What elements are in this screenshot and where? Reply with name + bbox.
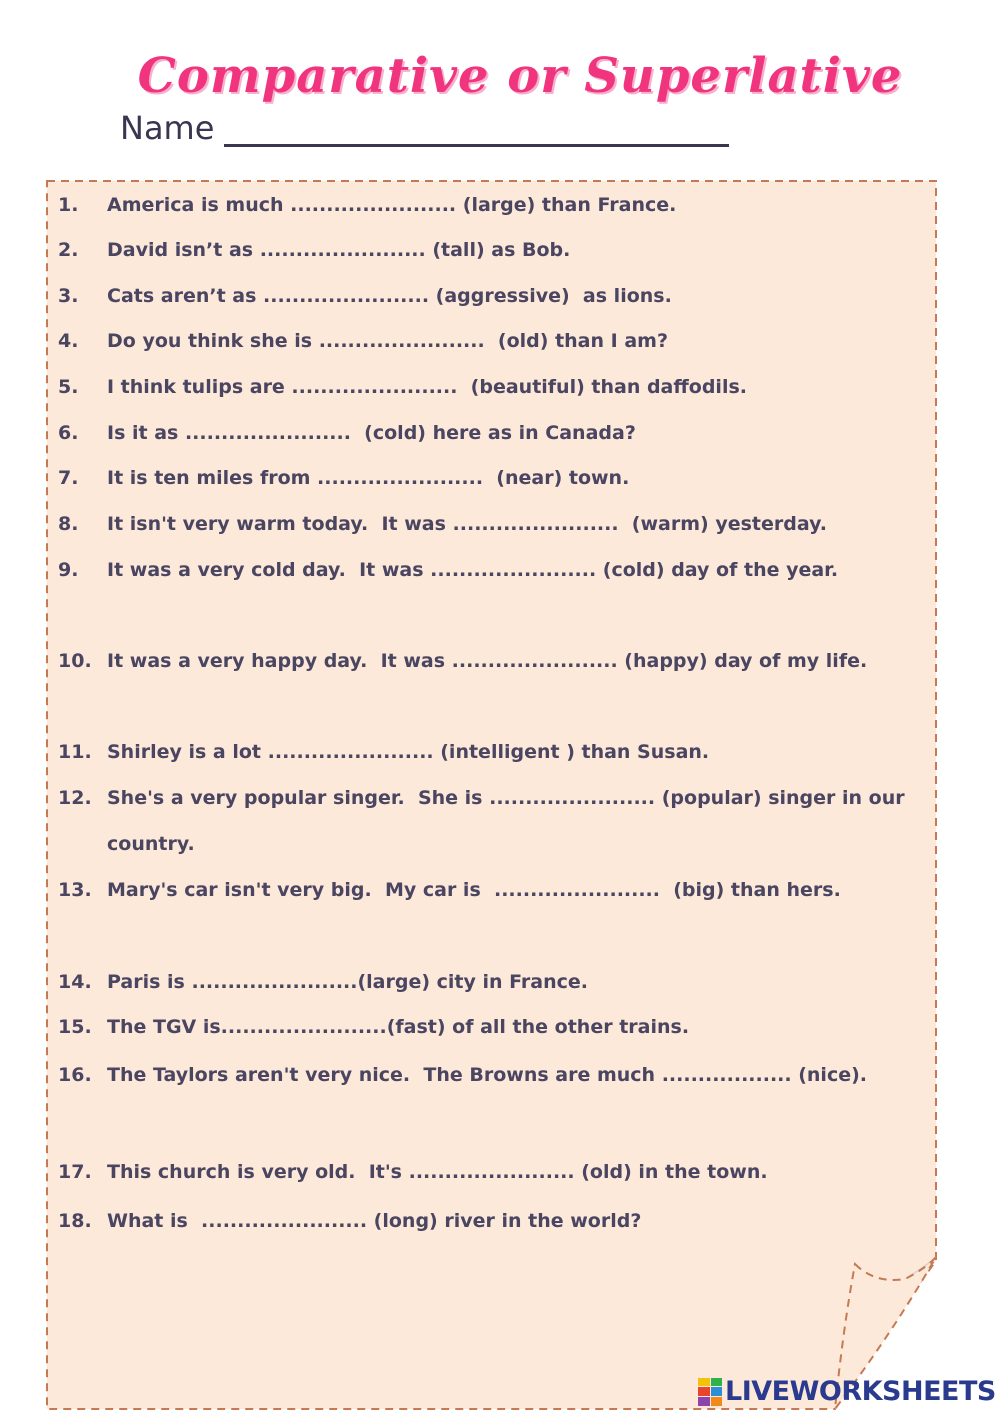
logo-text: LIVEWORKSHEETS — [725, 1376, 996, 1407]
question-number: 6. — [58, 422, 79, 444]
question-item — [58, 318, 918, 364]
question-item — [58, 410, 918, 456]
name-blank-line[interactable] — [224, 108, 729, 147]
question-item — [58, 867, 918, 913]
question-number: 7. — [58, 467, 79, 489]
question-text[interactable]: David isn’t as ....................... (tall) as Bob. — [107, 239, 571, 261]
question-text[interactable]: Cats aren’t as ....................... (aggressive) as lions. — [107, 285, 672, 307]
name-label: Name — [120, 109, 215, 147]
question-number: 4. — [58, 330, 79, 352]
question-number: 10. — [58, 650, 92, 672]
question-item — [58, 182, 918, 228]
question-text[interactable]: America is much ....................... (large) than France. — [107, 194, 677, 216]
question-text[interactable]: What is ....................... (long) river in the world? — [107, 1210, 642, 1232]
question-number: 15. — [58, 1016, 92, 1038]
question-number: 17. — [58, 1161, 92, 1183]
question-item — [58, 455, 918, 501]
question-number: 12. — [58, 787, 92, 809]
question-text[interactable]: This church is very old. It's ....................... (old) in the town. — [107, 1161, 768, 1183]
question-text[interactable]: It is ten miles from ....................... (near) town. — [107, 467, 630, 489]
question-text[interactable]: It was a very happy day. It was ....................... (happy) day of my life. — [107, 650, 868, 672]
question-item — [58, 547, 918, 593]
question-number: 8. — [58, 513, 79, 535]
question-item — [58, 775, 918, 867]
question-text[interactable]: I think tulips are ....................... (beautiful) than daffodils. — [107, 376, 747, 398]
question-number: 5. — [58, 376, 79, 398]
question-text[interactable]: Do you think she is ....................... (old) than I am? — [107, 330, 668, 352]
question-number: 18. — [58, 1210, 92, 1232]
question-item — [58, 501, 918, 547]
question-number: 9. — [58, 559, 79, 581]
question-number: 3. — [58, 285, 79, 307]
question-item — [58, 959, 918, 1005]
question-text[interactable]: Mary's car isn't very big. My car is ....................... (big) than hers. — [107, 879, 841, 901]
question-text[interactable]: It was a very cold day. It was ....................... (cold) day of the year. — [107, 559, 839, 581]
question-text[interactable]: Shirley is a lot ....................... (intelligent ) than Susan. — [107, 741, 710, 763]
question-item — [58, 227, 918, 273]
question-text[interactable]: The Taylors aren't very nice. The Browns are much .................. (nice). — [107, 1064, 867, 1086]
question-item — [58, 273, 918, 319]
question-number: 14. — [58, 971, 92, 993]
question-item — [58, 1198, 918, 1244]
question-item — [58, 1149, 918, 1195]
question-item — [58, 1052, 918, 1098]
question-text[interactable]: She's a very popular singer. She is ....................... (popular) singer in our country. — [107, 787, 912, 855]
question-number: 11. — [58, 741, 92, 763]
liveworksheets-logo — [698, 1376, 996, 1407]
question-number: 1. — [58, 194, 79, 216]
name-field — [120, 108, 729, 147]
question-text[interactable]: Paris is .......................(large) city in France. — [107, 971, 589, 993]
logo-icon — [698, 1378, 722, 1406]
question-item — [58, 1004, 918, 1050]
question-text[interactable]: It isn't very warm today. It was ....................... (warm) yesterday. — [107, 513, 827, 535]
question-item — [58, 364, 918, 410]
question-number: 13. — [58, 879, 92, 901]
question-item — [58, 638, 918, 684]
question-text[interactable]: The TGV is.......................(fast) of all the other trains. — [107, 1016, 690, 1038]
question-text[interactable]: Is it as ....................... (cold) here as in Canada? — [107, 422, 636, 444]
question-number: 2. — [58, 239, 79, 261]
question-number: 16. — [58, 1064, 92, 1086]
worksheet-title: Comparative or Superlative — [137, 48, 903, 104]
question-item — [58, 729, 918, 775]
